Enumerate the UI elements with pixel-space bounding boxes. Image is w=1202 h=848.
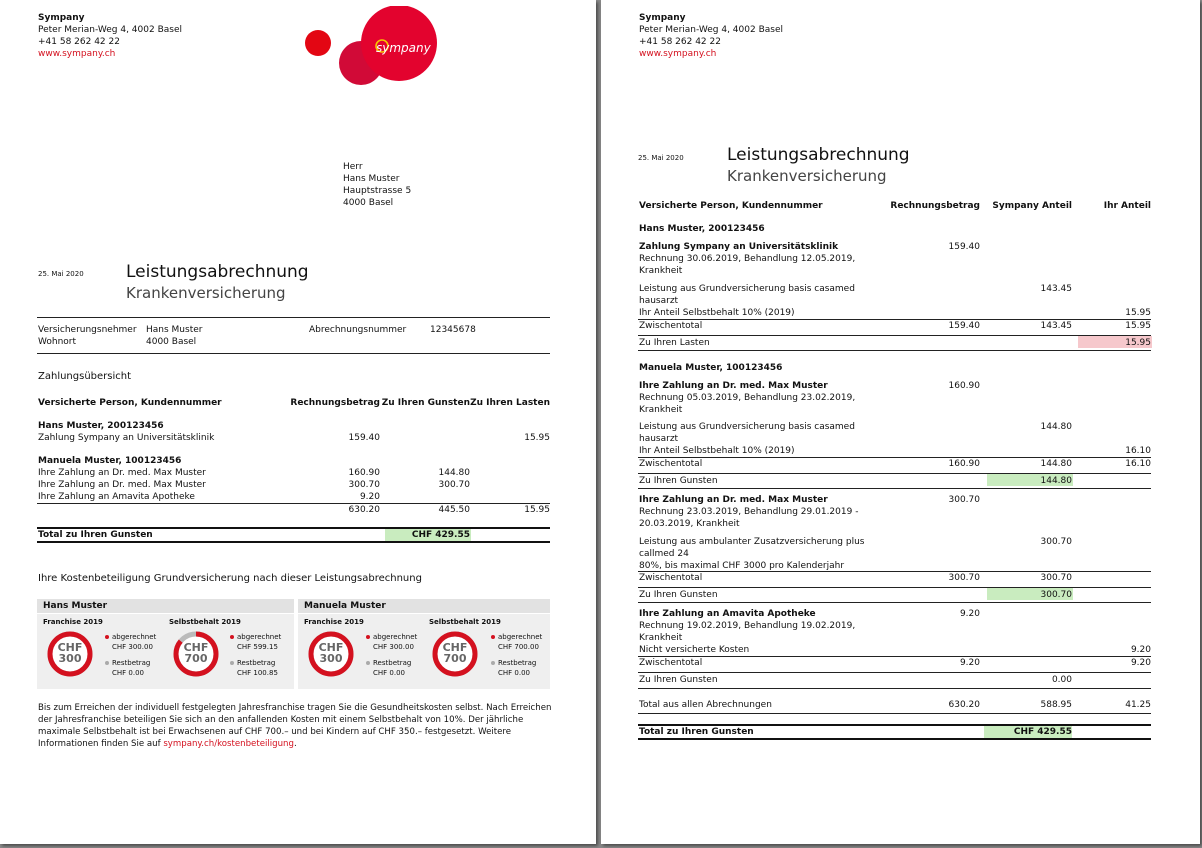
divider: [638, 571, 1151, 572]
divider: [37, 353, 550, 354]
details-col-sympany: Sympany Anteil: [992, 201, 1072, 211]
cost-box-manuela: [298, 599, 550, 689]
details-col-amount: Rechnungsbetrag: [890, 201, 980, 211]
overview-row-debit: 15.95: [524, 433, 550, 443]
selbstbehalt-billed-value: CHF 599.15: [237, 643, 278, 651]
subtotal-amount: 159.40: [948, 321, 980, 331]
selbstbehalt-rest: Restbetrag: [230, 658, 275, 668]
recipient-salutation: Herr: [343, 162, 363, 172]
case-line: Rechnung 19.02.2019, Behandlung 19.02.2019,: [639, 621, 856, 631]
franchise-label: Franchise 2019: [304, 618, 364, 626]
details-col-person: Versicherte Person, Kundennummer: [639, 201, 823, 211]
sender-block: [38, 12, 182, 60]
total-all-own: 41.25: [1125, 700, 1151, 710]
subtotal-amount: 300.70: [948, 573, 980, 583]
case-service: Leistung aus Grundversicherung basis casamed: [639, 422, 855, 432]
case-title: Ihre Zahlung an Dr. med. Max Muster: [639, 381, 828, 391]
logo-text: sympany: [376, 41, 431, 55]
franchise-billed: abgerechnet: [105, 632, 156, 642]
details-col-own: Ihr Anteil: [1103, 201, 1151, 211]
selbstbehalt-ring-label: CHF 700: [442, 641, 468, 665]
grand-total-value: CHF 429.55: [1013, 727, 1072, 737]
logo-circles: [300, 6, 445, 92]
holder-value: Hans Muster: [146, 325, 203, 335]
case-own-label: Ihr Anteil Selbstbehalt 10% (2019): [639, 446, 795, 456]
selbstbehalt-label: Selbstbehalt 2019: [429, 618, 501, 626]
subtotal-sympany: 300.70: [1040, 573, 1072, 583]
franchise-billed-value: CHF 300.00: [373, 643, 414, 651]
case-line: Krankheit: [639, 405, 683, 415]
overview-col-amount: Rechnungsbetrag: [290, 398, 380, 408]
franchise-rest-value: CHF 0.00: [373, 669, 405, 677]
case-service: hausarzt: [639, 296, 679, 306]
divider: [37, 317, 550, 318]
case-own-value: 15.95: [1125, 308, 1151, 318]
document-title: Leistungsabrechnung: [126, 262, 309, 282]
selbstbehalt-rest: Restbetrag: [491, 658, 536, 668]
sender-name: Sympany: [639, 13, 686, 23]
case-line: 20.03.2019, Krankheit: [639, 519, 740, 529]
subtotal-label: Zwischentotal: [639, 459, 703, 469]
overview-row-credit: 144.80: [438, 468, 470, 478]
details-person-1: Hans Muster, 200123456: [639, 224, 765, 234]
cost-box-hans: [37, 599, 294, 689]
case-amount: 160.90: [948, 381, 980, 391]
total-all-label: Total aus allen Abrechnungen: [639, 700, 772, 710]
selbstbehalt-billed: abgerechnet: [491, 632, 542, 642]
case-own-label: Ihr Anteil Selbstbehalt 10% (2019): [639, 308, 795, 318]
recipient-name: Hans Muster: [343, 174, 400, 184]
franchise-label: Franchise 2019: [43, 618, 103, 626]
holder-label: Versicherungsnehmer: [38, 325, 137, 335]
red-dot-icon: [366, 635, 370, 639]
red-dot-icon: [230, 635, 234, 639]
sympany-logo: [300, 6, 445, 92]
overview-row-desc: Zahlung Sympany an Universitätsklinik: [38, 433, 215, 443]
document-title: Leistungsabrechnung: [727, 145, 910, 165]
divider: [638, 335, 1151, 336]
overview-row-amount: 9.20: [359, 492, 380, 502]
total-all-amount: 630.20: [948, 700, 980, 710]
overview-row-amount: 160.90: [348, 468, 380, 478]
case-service: Leistung aus ambulanter Zusatzversicherung plus: [639, 537, 865, 547]
divider: [638, 319, 1151, 320]
case-service-value: 143.45: [1040, 284, 1072, 294]
selbstbehalt-ring-label: CHF 700: [183, 641, 209, 665]
recipient-city: 4000 Basel: [343, 198, 394, 208]
document-subtitle: Krankenversicherung: [727, 167, 887, 185]
divider: [638, 488, 1151, 489]
case-service: callmed 24: [639, 549, 689, 559]
subtotal-sympany: 144.80: [1040, 459, 1072, 469]
selbstbehalt-rest-value: CHF 100.85: [237, 669, 278, 677]
divider: [638, 738, 1151, 740]
subtotal-amount: 160.90: [948, 459, 980, 469]
subtotal-amount: 9.20: [959, 658, 980, 668]
divider: [638, 473, 1151, 474]
sender-web-link[interactable]: www.sympany.ch: [639, 49, 717, 59]
case-line: Rechnung 30.06.2019, Behandlung 12.05.2019,: [639, 254, 856, 264]
result-label: Zu Ihren Gunsten: [639, 476, 718, 486]
case-line: Rechnung 05.03.2019, Behandlung 23.02.2019,: [639, 393, 856, 403]
subtotal-sympany: 143.45: [1040, 321, 1072, 331]
case-title: Ihre Zahlung an Amavita Apotheke: [639, 609, 816, 619]
overview-col-credit: Zu Ihren Gunsten: [381, 398, 470, 408]
grey-dot-icon: [366, 661, 370, 665]
case-amount: 300.70: [948, 495, 980, 505]
overview-heading: Zahlungsübersicht: [38, 371, 132, 382]
overview-col-debit: Zu Ihren Lasten: [470, 398, 550, 408]
overview-total-value: CHF 429.55: [411, 530, 470, 540]
cost-box-name: Manuela Muster: [304, 601, 386, 611]
case-own-label: Nicht versicherte Kosten: [639, 645, 750, 655]
divider: [638, 713, 1151, 714]
details-person-2: Manuela Muster, 100123456: [639, 363, 783, 373]
grand-total-label: Total zu Ihren Gunsten: [639, 727, 754, 737]
document-date: 25. Mai 2020: [638, 154, 684, 162]
sender-address: Peter Merian-Weg 4, 4002 Basel: [639, 25, 783, 35]
franchise-rest-value: CHF 0.00: [112, 669, 144, 677]
divider: [638, 656, 1151, 657]
overview-sum-amount: 630.20: [348, 505, 380, 515]
overview-person-1: Hans Muster, 200123456: [38, 421, 164, 431]
result-label: Zu Ihren Lasten: [639, 338, 710, 348]
overview-row-amount: 159.40: [348, 433, 380, 443]
overview-col-person: Versicherte Person, Kundennummer: [38, 398, 222, 408]
red-dot-icon: [105, 635, 109, 639]
divider: [37, 541, 550, 543]
case-line: Krankheit: [639, 266, 683, 276]
selbstbehalt-label: Selbstbehalt 2019: [169, 618, 241, 626]
divider: [638, 724, 1151, 726]
cost-box-name: Hans Muster: [43, 601, 108, 611]
case-amount: 159.40: [948, 242, 980, 252]
case-line: Krankheit: [639, 633, 683, 643]
subtotal-label: Zwischentotal: [639, 321, 703, 331]
case-own-value: 9.20: [1130, 645, 1151, 655]
result-value: 0.00: [1051, 675, 1072, 685]
sender-block: [639, 12, 783, 60]
divider: [638, 587, 1151, 588]
grey-dot-icon: [230, 661, 234, 665]
page-1: [0, 0, 596, 844]
sender-address: Peter Merian-Weg 4, 4002 Basel: [38, 25, 182, 35]
total-all-sympany: 588.95: [1040, 700, 1072, 710]
red-dot-icon: [491, 635, 495, 639]
grey-dot-icon: [105, 661, 109, 665]
selbstbehalt-billed-value: CHF 700.00: [498, 643, 539, 651]
residence-label: Wohnort: [38, 337, 77, 347]
overview-row-desc: Ihre Zahlung an Dr. med. Max Muster: [38, 468, 206, 478]
sender-web-link[interactable]: www.sympany.ch: [38, 49, 116, 59]
franchise-ring-label: CHF 300: [57, 641, 83, 665]
result-label: Zu Ihren Gunsten: [639, 675, 718, 685]
number-label: Abrechnungsnummer: [309, 325, 407, 335]
result-label: Zu Ihren Gunsten: [639, 590, 718, 600]
case-title: Ihre Zahlung an Dr. med. Max Muster: [639, 495, 828, 505]
subtotal-label: Zwischentotal: [639, 573, 703, 583]
franchise-rest: Restbetrag: [105, 658, 150, 668]
case-title: Zahlung Sympany an Universitätsklinik: [639, 242, 839, 252]
franchise-ring-label: CHF 300: [318, 641, 344, 665]
overview-row-desc: Ihre Zahlung an Dr. med. Max Muster: [38, 480, 206, 490]
franchise-rest: Restbetrag: [366, 658, 411, 668]
residence-value: 4000 Basel: [146, 337, 197, 347]
overview-row-amount: 300.70: [348, 480, 380, 490]
cost-share-note: Bis zum Erreichen der individuell festgelegten Jahresfranchise tragen Sie die Gesundheitskosten selbst. Nach Erreichen der Jahresfranchise beteiligen Sie sich an den anfallenden Kosten mit einem Selbstbehalt von 10%. Der jährliche maximale Selbstbehalt ist bei Erwachsenen auf CHF 700.– und bei Kindern auf CHF 350.– festgesetzt. Weitere Informationen finden Sie auf sympany.ch/kostenbeteiligung.: [38, 703, 552, 749]
case-service: Leistung aus Grundversicherung basis casamed: [639, 284, 855, 294]
divider: [638, 672, 1151, 673]
divider: [37, 503, 550, 504]
case-service: 80%, bis maximal CHF 3000 pro Kalenderjahr: [639, 561, 845, 571]
page-2: [601, 0, 1200, 844]
divider: [638, 350, 1151, 351]
case-own-value: 16.10: [1125, 446, 1151, 456]
selbstbehalt-rest-value: CHF 0.00: [498, 669, 530, 677]
number-value: 12345678: [430, 325, 476, 335]
subtotal-own: 16.10: [1125, 459, 1151, 469]
overview-row-desc: Ihre Zahlung an Amavita Apotheke: [38, 492, 195, 502]
overview-person-2: Manuela Muster, 100123456: [38, 456, 182, 466]
franchise-billed: abgerechnet: [366, 632, 417, 642]
overview-total-label: Total zu Ihren Gunsten: [38, 530, 153, 540]
subtotal-own: 9.20: [1130, 658, 1151, 668]
result-value: 144.80: [1040, 476, 1072, 486]
divider: [638, 688, 1151, 689]
case-service-value: 300.70: [1040, 537, 1072, 547]
divider: [638, 602, 1151, 603]
case-service: hausarzt: [639, 434, 679, 444]
cost-share-heading: Ihre Kostenbeteiligung Grundversicherung nach dieser Leistungsabrechnung: [38, 573, 422, 584]
overview-sum-credit: 445.50: [438, 505, 470, 515]
grey-dot-icon: [491, 661, 495, 665]
overview-row-credit: 300.70: [438, 480, 470, 490]
franchise-billed-value: CHF 300.00: [112, 643, 153, 651]
case-line: Rechnung 23.03.2019, Behandlung 29.01.2019 -: [639, 507, 859, 517]
sender-phone: +41 58 262 42 22: [639, 37, 721, 47]
document-date: 25. Mai 2020: [38, 270, 84, 278]
case-service-value: 144.80: [1040, 422, 1072, 432]
sender-phone: +41 58 262 42 22: [38, 37, 120, 47]
divider: [638, 457, 1151, 458]
recipient-address: [343, 161, 411, 209]
case-amount: 9.20: [959, 609, 980, 619]
sender-name: Sympany: [38, 13, 85, 23]
recipient-street: Hauptstrasse 5: [343, 186, 412, 196]
subtotal-own: 15.95: [1125, 321, 1151, 331]
document-subtitle: Krankenversicherung: [126, 284, 286, 302]
cost-share-link[interactable]: sympany.ch/kostenbeteiligung: [163, 739, 294, 749]
result-value: 300.70: [1040, 590, 1072, 600]
divider: [37, 527, 550, 529]
selbstbehalt-billed: abgerechnet: [230, 632, 281, 642]
overview-sum-debit: 15.95: [524, 505, 550, 515]
subtotal-label: Zwischentotal: [639, 658, 703, 668]
result-value: 15.95: [1125, 338, 1151, 348]
